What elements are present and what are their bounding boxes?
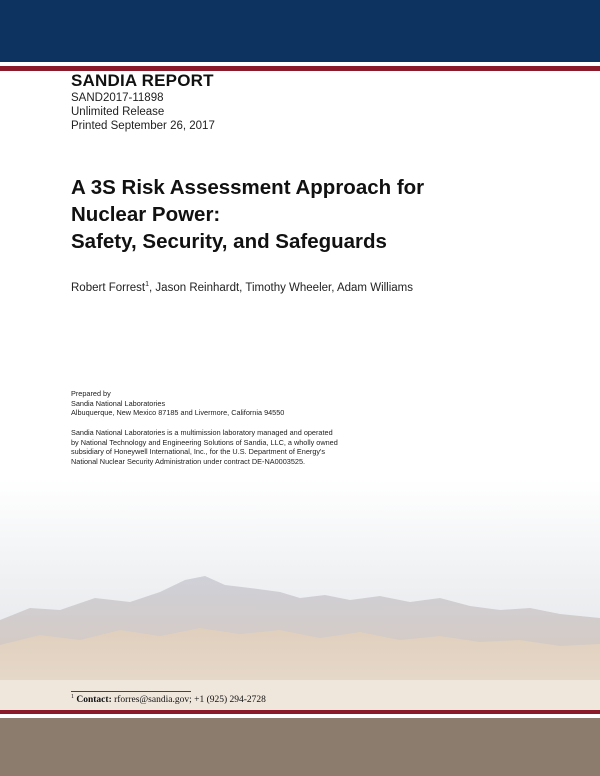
statement-line: Sandia National Laboratories is a multimission laboratory managed and operated xyxy=(71,428,333,437)
title-line: Safety, Security, and Safeguards xyxy=(71,230,387,253)
title-line: Nuclear Power: xyxy=(71,203,221,226)
prepared-line: Albuquerque, New Mexico 87185 and Livermore, California 94550 xyxy=(71,408,285,418)
release-status: Unlimited Release xyxy=(71,106,165,118)
statement-line: National Nuclear Security Administration under contract DE-NA0003525. xyxy=(71,456,306,466)
contact-info: rforres@sandia.gov; +1 (925) 294-2728 xyxy=(111,695,266,706)
author-list xyxy=(71,281,413,294)
footnote-label: Contact: xyxy=(76,695,112,706)
document-title xyxy=(71,174,571,255)
report-label: SANDIA REPORT xyxy=(71,71,214,90)
prepared-line: Prepared by xyxy=(71,389,111,398)
author-footnote-mark: 1 xyxy=(145,281,150,288)
title-line: A 3S Risk Assessment Approach for xyxy=(71,176,425,199)
footnote-rule xyxy=(71,691,191,692)
mountain-landscape-image xyxy=(0,480,600,710)
statement-line: subsidiary of Honeywell International, Inc., for the U.S. Department of Energy's xyxy=(71,447,326,457)
prepared-by-block xyxy=(71,389,284,418)
statement-line: by National Technology and Engineering Solutions of Sandia, LLC, a wholly owned xyxy=(71,437,338,447)
header-band xyxy=(0,0,600,62)
report-number: SAND2017-11898 xyxy=(71,92,164,104)
author-rest: , Jason Reinhardt, Timothy Wheeler, Adam Williams xyxy=(149,281,414,294)
print-date: Printed September 26, 2017 xyxy=(71,120,215,132)
author-first: Robert Forrest xyxy=(71,281,146,294)
footnote xyxy=(71,694,266,705)
prepared-line: Sandia National Laboratories xyxy=(71,398,166,408)
footer-band xyxy=(0,718,600,776)
mountain-illustration xyxy=(0,480,600,710)
management-statement xyxy=(71,428,338,466)
footnote-mark: 1 xyxy=(71,694,74,700)
